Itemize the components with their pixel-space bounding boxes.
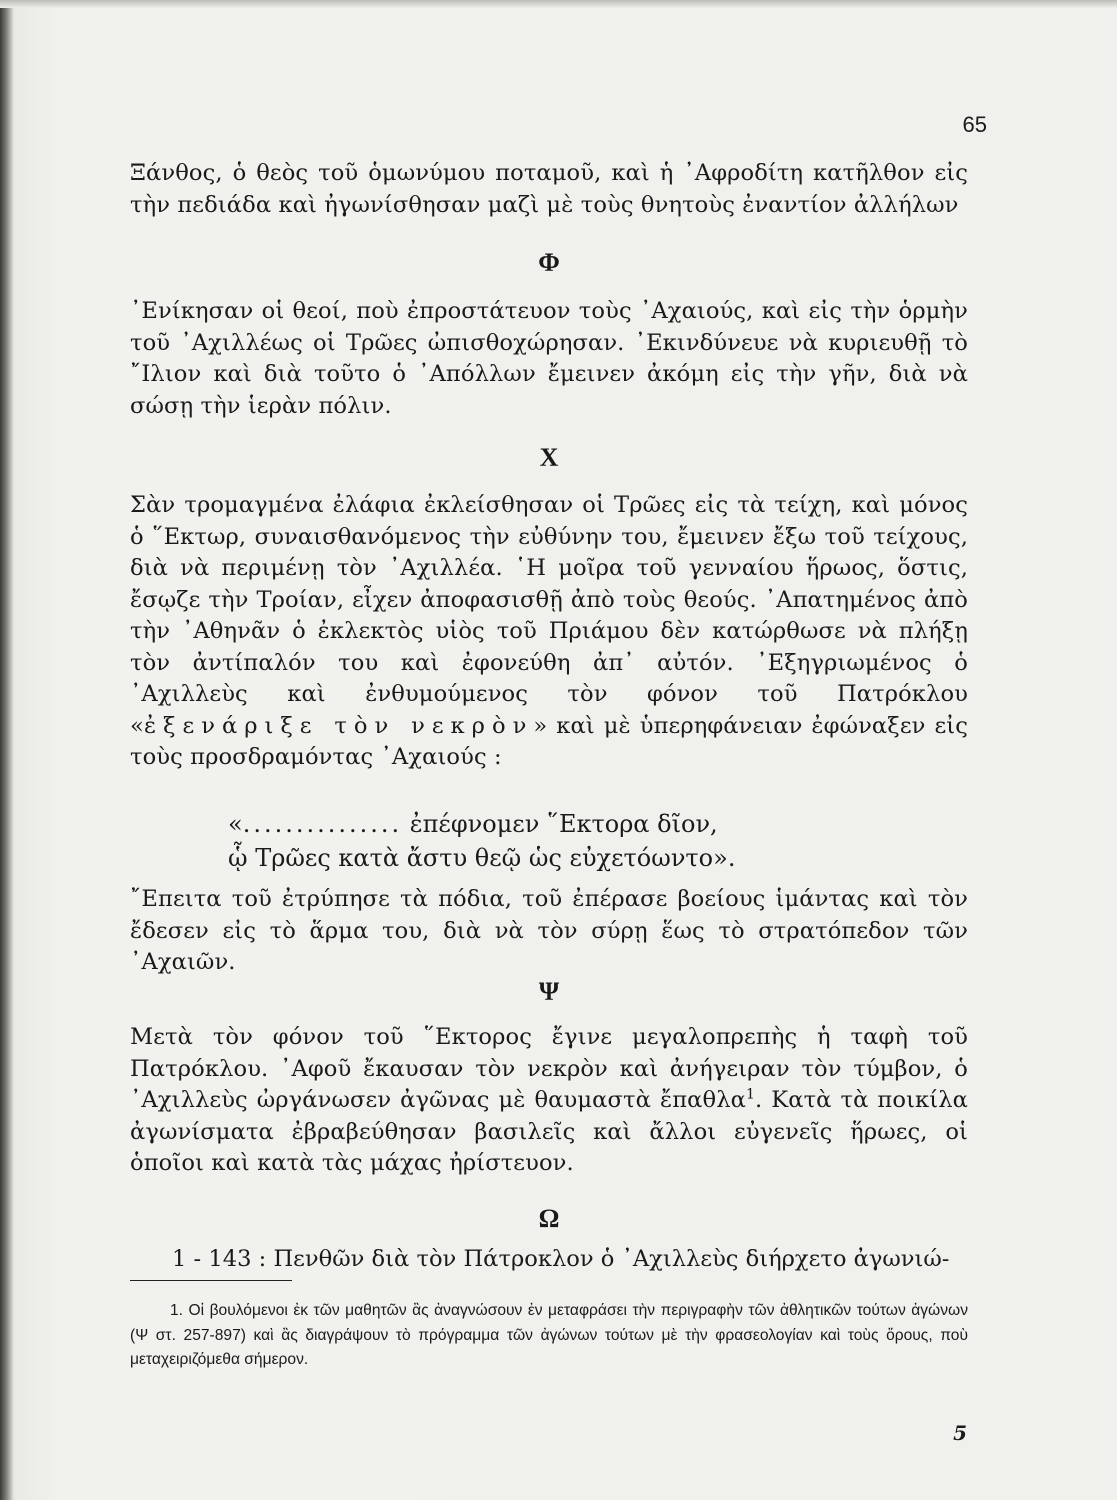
footnote <box>130 1299 968 1373</box>
printer-signature-mark: 5 <box>953 1421 967 1445</box>
quote-line-1-text: ἐπέφνομεν ῞Εκτορα δῖον, <box>409 810 718 838</box>
footnote-reference[interactable]: 1 <box>745 1086 755 1103</box>
paragraph-gods-victory: ᾽Ενίκησαν οἱ θεοί, ποὺ ἐπροστάτευον τοὺς ᾽Αχαιούς, καὶ εἰς τὴν ὁρμὴν τοῦ ᾽Αχιλλέως οἱ Τρῶες ὠπισθοχώρησαν. ᾽Εκινδύνευε νὰ κυριευθῇ τὸ ῎Ιλιον καὶ διὰ τοῦτο ὁ ᾽Απόλλων ἔμεινεν ἀκόμη εἰς τὴν γῆν, διὰ νὰ σώσῃ τὴν ἱερὰν πόλιν. <box>130 298 968 419</box>
paragraph-chariot: ῎Επειτα τοῦ ἐτρύπησε τὰ πόδια, τοῦ ἐπέρασε βοείους ἱμάντας καὶ τὸν ἔδεσεν εἰς τὸ ἅρμα του, διὰ νὰ τὸν σύρῃ ἕως τὸ στρατόπεδον τῶν ᾽Αχαιῶν. <box>130 886 968 975</box>
paragraph-hector-part-a: Σὰν τρομαγμένα ἐλάφια ἐκλείσθησαν οἱ Τρῶες εἰς τὰ τείχη, καὶ μόνος ὁ ῞Εκτωρ, συναισθανόμενος τὴν εὐθύνην του, ἔμεινεν ἔξω τοῦ τείχους, διὰ νὰ περιμένῃ τὸν ᾽Αχιλλέα. ῾Η μοῖρα τοῦ γενναίου ἥρωος, ὅστις, ἔσῳζε τὴν Τροίαν, εἶχεν ἀποφασισθῇ ἀπὸ τοὺς θεούς. ᾽Απατημένος ἀπὸ τὴν ᾽Αθηνᾶν ὁ ἐκλεκτὸς υἱὸς τοῦ Πριάμου δὲν κατώρθωσε νὰ πλήξῃ τὸν ἀντίπαλόν του καὶ ἐφονεύθη ἀπ᾽ αὐτόν. ᾽Εξηγριωμένος ὁ ᾽Αχιλλεὺς καὶ ἐνθυμούμενος τὸν φόνον τοῦ Πατρόκλου « <box>130 492 968 739</box>
footnote-number: 1. <box>170 1302 184 1319</box>
quote-open-mark: « <box>228 810 243 838</box>
paragraph-funeral-part-b: . Κατὰ τὰ ποικίλα ἀγωνίσματα ἐβραβεύθησαν βασιλεῖς καὶ ἄλλοι εὐγενεῖς ἥρωες, οἱ ὁποῖοι καὶ κατὰ τὰς μάχας ἠρίστευον. <box>130 1087 968 1176</box>
footnote-divider <box>130 1280 292 1281</box>
quote-line-2: ᾧ Τρῶες κατὰ ἄστυ θεῷ ὡς εὐχετόωντο». <box>228 844 736 872</box>
verse-reference-line: 1 - 143 : Πενθῶν διὰ τὸν Πάτροκλον ὁ ᾽Αχιλλεὺς διήρχετο ἀγωνιώ- <box>172 1246 950 1272</box>
section-heading-omega: Ω <box>538 1204 560 1233</box>
paragraph-funeral-games <box>130 1022 968 1180</box>
quote-line-1 <box>228 806 868 842</box>
quote-ellipsis: ............... <box>242 810 403 838</box>
section-heading-chi: Χ <box>539 443 559 472</box>
paragraph-hector-death <box>130 490 968 774</box>
paragraph-funeral-part-a: Μετὰ τὸν φόνον τοῦ ῞Εκτορος ἔγινε μεγαλοπρεπὴς ἡ ταφὴ τοῦ Πατρόκλου. ᾽Αφοῦ ἔκαυσαν τὸν νεκρὸν καὶ ἀνήγειραν τὸν τύμβον, ὁ ᾽Αχιλλεὺς ὠργάνωσεν ἀγῶνας μὲ θαυμαστὰ ἔπαθλα <box>130 1024 968 1113</box>
page-top-edge <box>0 0 1117 8</box>
page-number: 65 <box>962 112 987 137</box>
paragraph-hector-part-b: » καὶ μὲ ὑπερηφάνειαν ἐφώναξεν εἰς τοὺς προσδραμόντας ᾽Αχαιούς : <box>130 712 968 770</box>
footnote-text: Οἱ βουλόμενοι ἐκ τῶν μαθητῶν ἂς ἀναγνώσουν ἐν μεταφράσει τὴν περιγραφὴν τῶν ἀθλητικῶν τούτων ἀγώνων (Ψ στ. 257-897) καὶ ἂς διαγράψουν τὸ πρόγραμμα τῶν ἀγώνων τούτων μὲ τὴν φρασεολογίαν καὶ τοὺς ὅρους, ποὺ μεταχειριζόμεθα σήμερον. <box>130 1302 968 1368</box>
spaced-quotation: ἐξενάριξε τὸν νεκρὸν <box>143 712 534 739</box>
section-heading-phi: Φ <box>538 248 560 277</box>
paragraph-xanthos: Ξάνθος, ὁ θεὸς τοῦ ὁμωνύμου ποταμοῦ, καὶ ἡ ᾽Αφροδίτη κατῆλθον εἰς τὴν πεδιάδα καὶ ἠγωνίσθησαν μαζὶ μὲ τοὺς θνητοὺς ἐναντίον ἀλλήλων <box>130 160 968 218</box>
section-heading-psi: Ψ <box>538 977 560 1006</box>
